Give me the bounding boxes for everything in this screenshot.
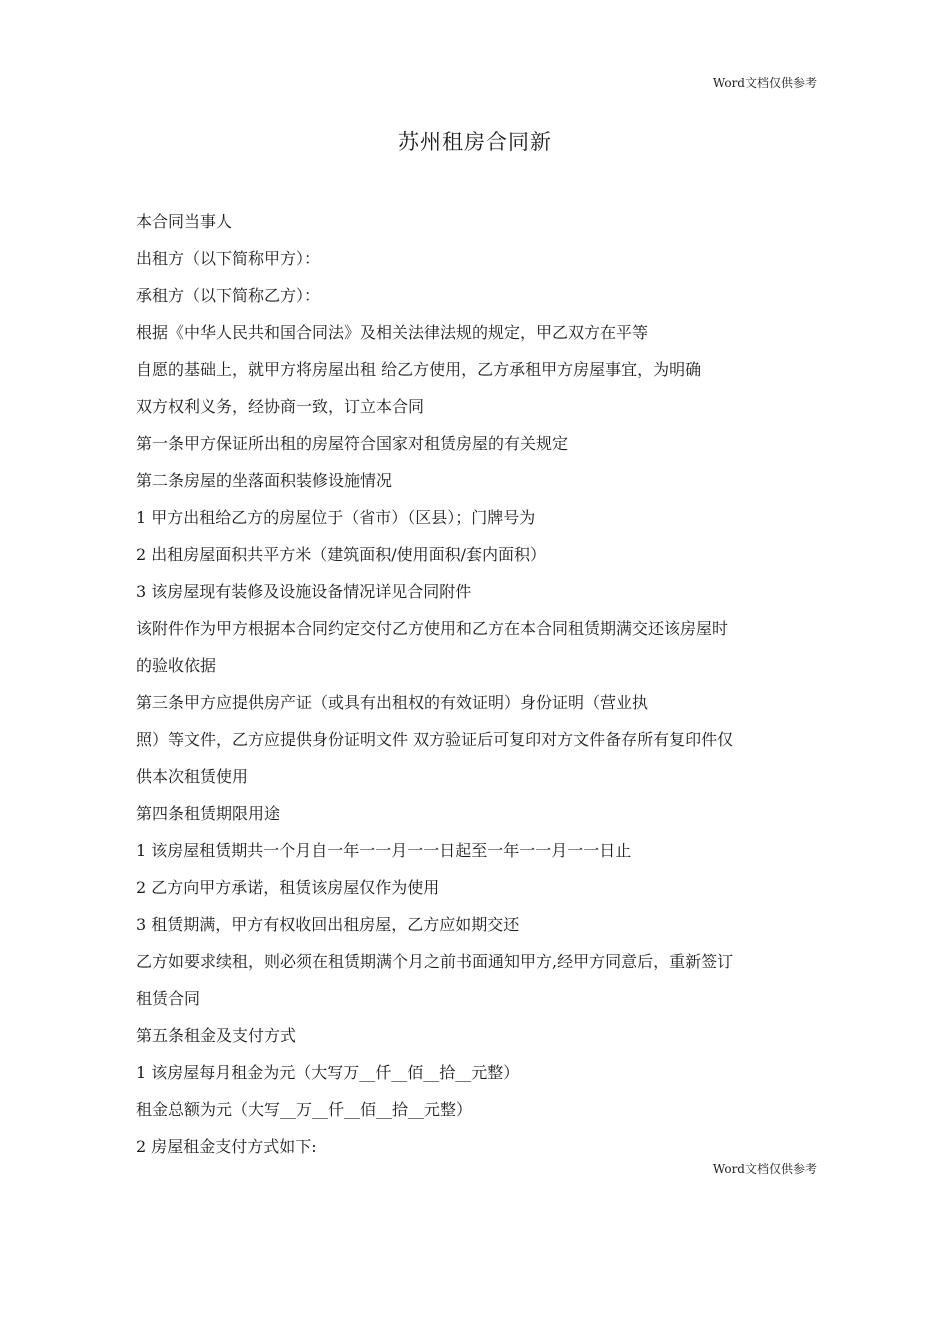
body-line: 根据《中华人民共和国合同法》及相关法律法规的规定，甲乙双方在平等: [136, 323, 649, 342]
body-line: 2 房屋租金支付方式如下:: [136, 1137, 317, 1156]
body-line: 双方权利义务，经协商一致，订立本合同: [136, 397, 425, 416]
body-line: 第一条甲方保证所出租的房屋符合国家对租赁房屋的有关规定: [136, 434, 569, 453]
body-line: 第二条房屋的坐落面积装修设施情况: [136, 471, 393, 490]
body-line: 第三条甲方应提供房产证（或具有出租权的有效证明）身份证明（营业执: [136, 693, 649, 712]
body-line: 该附件作为甲方根据本合同约定交付乙方使用和乙方在本合同租赁期满交还该房屋时: [136, 619, 729, 638]
body-line: 的验收依据: [136, 656, 217, 675]
body-line: 租赁合同: [136, 989, 201, 1008]
body-line: 2 出租房屋面积共平方米（建筑面积/使用面积/套内面积）: [136, 545, 547, 564]
footer-note: Word文档仅供参考: [712, 1162, 817, 1176]
body-line: 1 该房屋租赁期共一个月自一年一一月一一日起至一年一一月一一日止: [136, 841, 632, 860]
header-note: Word文档仅供参考: [712, 76, 817, 90]
body-line: 供本次租赁使用: [136, 767, 249, 786]
body-line: 2 乙方向甲方承诺，租赁该房屋仅作为使用: [136, 878, 440, 897]
body-line: 1 该房屋每月租金为元（大写万__仟__佰__拾__元整）: [136, 1063, 520, 1082]
body-line: 租金总额为元（大写__万__仟__佰__拾__元整）: [136, 1100, 473, 1119]
body-line: 承租方（以下简称乙方）：: [136, 286, 321, 305]
body-line: 3 该房屋现有装修及设施设备情况详见合同附件: [136, 582, 472, 601]
body-line: 自愿的基础上，就甲方将房屋出租 给乙方使用，乙方承租甲方房屋事宜，为明确: [136, 360, 702, 379]
body-line: 3 租赁期满，甲方有权收回出租房屋，乙方应如期交还: [136, 915, 520, 934]
body-line: 第四条租赁期限用途: [136, 804, 281, 823]
document-title: 苏州租房合同新: [398, 130, 552, 154]
body-line: 乙方如要求续租，则必须在租赁期满个月之前书面通知甲方,经甲方同意后，重新签订: [136, 952, 734, 971]
body-line: 第五条租金及支付方式: [136, 1026, 297, 1045]
body-line: 出租方（以下简称甲方）：: [136, 249, 321, 268]
body-line: 本合同当事人: [136, 212, 233, 231]
body-line: 照）等文件，乙方应提供身份证明文件 双方验证后可复印对方文件备存所有复印件仅: [136, 730, 734, 749]
document-body: [136, 203, 826, 1165]
body-line: 1 甲方出租给乙方的房屋位于（省市）（区县）；门牌号为: [136, 508, 536, 527]
